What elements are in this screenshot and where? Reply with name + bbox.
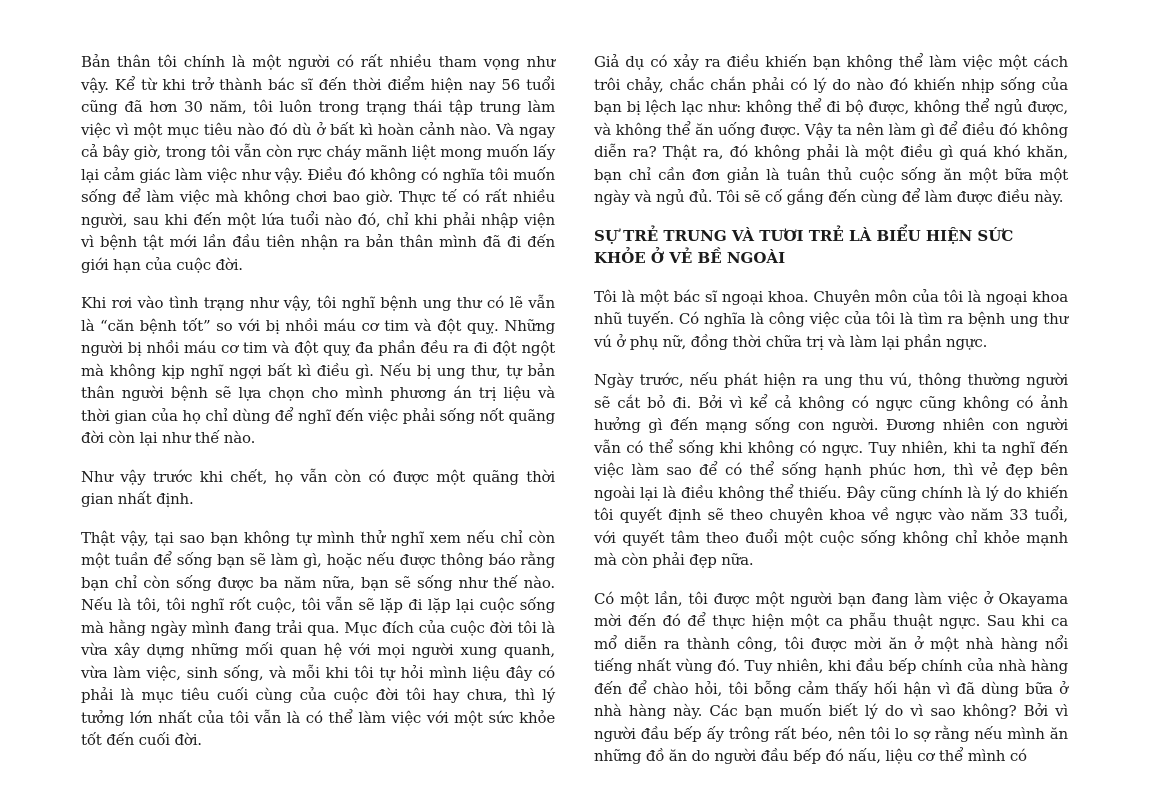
body-paragraph: Ngày trước, nếu phát hiện ra ung thu vú, thông thường người sẽ cắt bỏ đi. Bởi vì kể cả không có ngực cũng không có ảnh hưởng gì đến mạng sống con người. Đương nhiên con người vẫn có thể sống khi không có ngực. Tuy nhiên, khi ta nghĩ đến việc làm sao để có thể sống hạnh phúc hơn, thì vẻ đẹp bên ngoài lại là điều không thể thiếu. Đây cũng chính là lý do khiến tôi quyết định sẽ theo chuyên khoa về ngực vào năm 33 tuổi, với quyết tâm theo đuổi một cuộc sống không chỉ khỏe mạnh mà còn phải đẹp nữa.	[594, 371, 1068, 569]
body-paragraph: Thật vậy, tại sao bạn không tự mình thử nghĩ xem nếu chỉ còn một tuần để sống bạn sẽ làm gì, hoặc nếu được thông báo rằng bạn chỉ còn sống được ba năm nữa, bạn sẽ sống như thế nào. Nếu là tôi, tôi nghĩ rốt cuộc, tôi vẫn sẽ lặp đi lặp lại cuộc sống mà hằng ngày mình đang trải qua. Mục đích của cuộc đời tôi là vừa xây dựng những mối quan hệ với mọi người xung quanh, vừa làm việc, sinh sống, và mỗi khi tôi tự hỏi mình liệu đây có phải là mục tiêu cuối cùng của cuộc đời tôi hay chưa, thì lý tưởng lớn nhất của tôi vẫn là có thể làm việc với một sức khỏe tốt đến cuối đời.	[81, 528, 555, 749]
section-heading: SỰ TRẺ TRUNG VÀ TƯƠI TRẺ LÀ BIỂU HIỆN SỨC KHỎE Ở VẺ BỀ NGOÀI	[594, 226, 1014, 267]
body-paragraph: Khi rơi vào tình trạng như vậy, tôi nghĩ bệnh ung thư có lẽ vẫn là “căn bệnh tốt” so với bị nhồi máu cơ tim và đột quỵ. Những người bị nhồi máu cơ tim và đột quỵ đa phần đều ra đi đột ngột mà không kịp nghĩ ngợi bất kì điều gì. Nếu bị ung thư, tự bản thân người bệnh sẽ lựa chọn cho mình phương án trị liệu và thời gian của họ chỉ dùng để nghĩ đến việc phải sống nốt quãng đời còn lại như thế nào.	[81, 294, 555, 447]
body-paragraph: Tôi là một bác sĩ ngoại khoa. Chuyên môn của tôi là ngoại khoa nhũ tuyến. Có nghĩa là công việc của tôi là tìm ra bệnh ung thư vú ở phụ nữ, đồng thời chữa trị và làm lại phần ngực.	[594, 287, 1068, 351]
body-paragraph: Có một lần, tôi được một người bạn đang làm việc ở Okayama mời đến đó để thực hiện một ca phẫu thuật ngực. Sau khi ca mổ diễn ra thành công, tôi được mời ăn ở một nhà hàng nổi tiếng nhất vùng đó. Tuy nhiên, khi đầu bếp chính của nhà hàng đến để chào hỏi, tôi bỗng cảm thấy hối hận vì đã dùng bữa ở nhà hàng này. Các bạn muốn biết lý do vì sao không? Bởi vì người đầu bếp ấy trông rất béo, nên tôi lo sợ rằng nếu mình ăn những đồ ăn do người đầu bếp đó nấu, liệu cơ thể mình có	[594, 589, 1068, 765]
body-paragraph: Bản thân tôi chính là một người có rất nhiều tham vọng như vậy. Kể từ khi trở thành bác sĩ đến thời điểm hiện nay 56 tuổi cũng đã hơn 30 năm, tôi luôn trong trạng thái tập trung làm việc vì một mục tiêu nào đó dù ở bất kì hoàn cảnh nào. Và ngay cả bây giờ, trong tôi vẫn còn rực cháy mãnh liệt mong muốn lấy lại cảm giác làm việc như vậy. Điều đó không có nghĩa tôi muốn sống để làm việc mà không chơi bao giờ. Thực tế có rất nhiều người, sau khi đến một lứa tuổi nào đó, chỉ khi phải nhập viện vì bệnh tật mới lần đầu tiên nhận ra bản thân mình đã đi đến giới hạn của cuộc đời.	[81, 53, 555, 274]
right-page-text	[594, 51, 1068, 784]
body-paragraph: Giả dụ có xảy ra điều khiến bạn không thể làm việc một cách trôi chảy, chắc chắn phải có lý do nào đó khiến nhịp sống của bạn bị lệch lạc như: không thể đi bộ được, không thể ngủ được, và không thể ăn uống được. Vậy ta nên làm gì để điều đó không diễn ra? Thật ra, đó không phải là một điều gì quá khó khăn, bạn chỉ cần đơn giản là tuân thủ cuộc sống ăn một bữa một ngày và ngủ đủ. Tôi sẽ cố gắng đến cùng để làm được điều này.	[594, 53, 1068, 206]
body-paragraph: Như vậy trước khi chết, họ vẫn còn có được một quãng thời gian nhất định.	[81, 467, 555, 508]
left-page-text	[81, 51, 555, 768]
